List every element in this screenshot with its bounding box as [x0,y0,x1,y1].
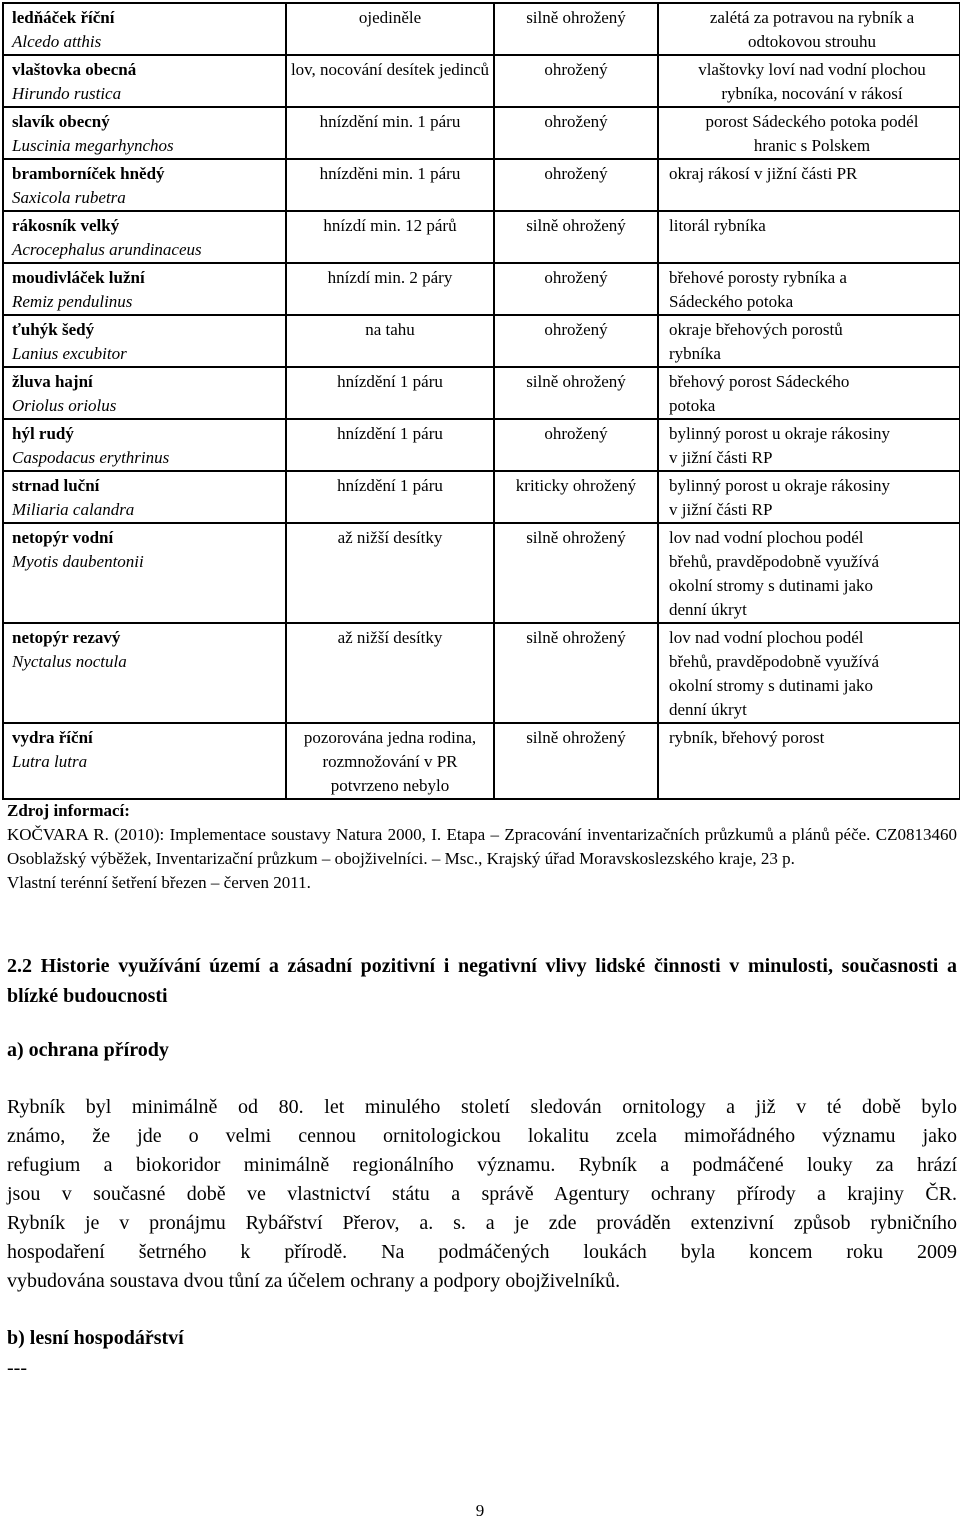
species-name-cz: žluva hajní [12,372,93,391]
species-name-latin: Hirundo rustica [12,84,122,103]
species-name-cz: moudivláček lužní [12,268,145,287]
population-cell: hnízdí min. 12 párů [286,211,494,263]
species-name-latin: Luscinia megarhynchos [12,136,174,155]
species-name-cz: bramborníček hnědý [12,164,165,183]
habitat-line: rybník, břehový porost [669,728,825,747]
species-name-cz: rákosník velký [12,216,120,235]
species-cell [3,471,286,523]
species-cell [3,159,286,211]
population-cell: hnízdění 1 páru [286,419,494,471]
species-cell [3,55,286,107]
habitat-line: bylinný porost u okraje rákosiny [669,424,890,443]
habitat-line: odtokovou strouhu [748,32,876,51]
habitat-cell [658,419,960,471]
status-cell: ohrožený [494,263,658,315]
species-name-cz: hýl rudý [12,424,74,443]
table-row [3,367,960,419]
table-row [3,523,960,623]
species-name-cz: vlaštovka obecná [12,60,137,79]
species-cell [3,315,286,367]
status-cell: silně ohrožený [494,623,658,723]
species-cell [3,367,286,419]
species-name-latin: Lutra lutra [12,752,88,771]
species-cell [3,211,286,263]
habitat-line: břehový porost Sádeckého [669,372,850,391]
status-cell: ohrožený [494,55,658,107]
status-cell: silně ohrožený [494,211,658,263]
table-row [3,159,960,211]
population-cell: hnízděni min. 1 páru [286,159,494,211]
habitat-cell [658,471,960,523]
habitat-line: okolní stromy s dutinami jako [669,676,873,695]
habitat-line: zalétá za potravou na rybník a [709,8,915,27]
page-number: 9 [475,1501,485,1520]
species-table [2,2,960,800]
species-name-cz: ledňáček říční [12,8,115,27]
habitat-line: břehové porosty rybníka a [669,268,847,287]
species-name-cz: netopýr rezavý [12,628,121,647]
status-cell: silně ohrožený [494,523,658,623]
species-name-latin: Lanius excubitor [12,344,127,363]
status-cell: ohrožený [494,107,658,159]
species-name-latin: Oriolus oriolus [12,396,117,415]
habitat-line: bylinný porost u okraje rákosiny [669,476,890,495]
table-row [3,419,960,471]
habitat-cell [658,523,960,623]
section-heading: 2.2 Historie využívání území a zásadní pozitivní i negativní vlivy lidské činnosti v minulosti, současnosti a blízké budoucnosti [7,955,957,1007]
species-name-latin: Acrocephalus arundinaceus [12,240,202,259]
habitat-line: okraj rákosí v jižní části PR [669,164,858,183]
species-name-cz: slavík obecný [12,112,110,131]
habitat-cell [658,211,960,263]
habitat-line: lov nad vodní plochou podél [669,628,864,647]
subheading-nature-protection: a) ochrana přírody [7,1039,169,1061]
species-name-latin: Myotis daubentonii [12,552,144,571]
species-name-cz: strnad luční [12,476,100,495]
species-name-latin: Alcedo atthis [12,32,102,51]
species-name-latin: Saxicola rubetra [12,188,126,207]
source-fieldwork: Vlastní terénní šetření březen – červen 2011. [7,873,311,892]
species-cell [3,107,286,159]
table-row [3,211,960,263]
species-name-cz: ťuhýk šedý [12,320,95,339]
source-block [7,799,957,895]
forestry-placeholder: --- [7,1357,27,1379]
species-table-body [3,3,960,799]
species-cell [3,419,286,471]
status-cell: ohrožený [494,419,658,471]
habitat-cell [658,723,960,799]
habitat-line: denní úkryt [669,700,747,719]
habitat-cell [658,55,960,107]
habitat-line: břehů, pravděpodobně využívá [669,552,880,571]
population-cell: pozorována jedna rodina, rozmnožování v PR potvrzeno nebylo [286,723,494,799]
status-cell: ohrožený [494,315,658,367]
habitat-cell [658,623,960,723]
paragraph-nature-protection [7,1093,957,1296]
paragraph-line: známo, že jde o velmi cennou ornitologickou lokalitu zcela mimořádného významu jako [7,1125,957,1147]
species-name-latin: Nyctalus noctula [12,652,127,671]
paragraph-line: Rybník je v pronájmu Rybářství Přerov, a. s. a je zde prováděn extenzivní způsob rybničního [7,1212,957,1234]
table-row [3,263,960,315]
population-cell: lov, nocování desítek jedinců [286,55,494,107]
habitat-line: vlaštovky loví nad vodní plochou [698,60,926,79]
species-cell [3,723,286,799]
population-cell: hnízdění 1 páru [286,367,494,419]
table-row [3,3,960,55]
table-row [3,315,960,367]
status-cell: silně ohrožený [494,367,658,419]
habitat-cell [658,107,960,159]
status-cell: silně ohrožený [494,723,658,799]
population-cell: až nižší desítky [286,523,494,623]
habitat-line: okolní stromy s dutinami jako [669,576,873,595]
species-cell [3,523,286,623]
status-cell: silně ohrožený [494,3,658,55]
paragraph-line: jsou v současné době ve vlastnictví státu a správě Agentury ochrany přírody a krajiny ČR. [7,1183,957,1205]
subheading-forestry: b) lesní hospodářství [7,1327,184,1349]
habitat-line: rybníka, nocování v rákosí [721,84,903,103]
habitat-line: denní úkryt [669,600,747,619]
habitat-cell [658,159,960,211]
population-cell: na tahu [286,315,494,367]
habitat-line: litorál rybníka [669,216,766,235]
habitat-line: porost Sádeckého potoka podél [705,112,919,131]
habitat-cell [658,263,960,315]
habitat-line: okraje břehových porostů [669,320,843,339]
habitat-cell [658,367,960,419]
species-name-cz: vydra říční [12,728,93,747]
habitat-line: Sádeckého potoka [669,292,794,311]
population-cell: hnízdění min. 1 páru [286,107,494,159]
population-cell: hnízdění 1 páru [286,471,494,523]
paragraph-line: hospodaření šetrného k přírodě. Na podmáčených loukách byla koncem roku 2009 [7,1241,957,1263]
habitat-line: hranic s Polskem [753,136,871,155]
species-name-latin: Remiz pendulinus [12,292,133,311]
source-title: Zdroj informací: [7,801,130,820]
habitat-cell [658,3,960,55]
habitat-line: lov nad vodní plochou podél [669,528,864,547]
population-cell: ojediněle [286,3,494,55]
table-row [3,471,960,523]
habitat-line: rybníka [669,344,721,363]
species-name-latin: Miliaria calandra [12,500,135,519]
status-cell: ohrožený [494,159,658,211]
source-citation: KOČVARA R. (2010): Implementace soustavy Natura 2000, I. Etapa – Zpracování inventarizačních průzkumů a plánů péče. CZ0813460 Osoblažský výběžek, Inventarizační průzkum – obojživelníci. – Msc., Krajský úřad Moravskoslezského kraje, 23 p. [7,825,957,868]
table-row [3,107,960,159]
table-row [3,623,960,723]
population-cell: hnízdí min. 2 páry [286,263,494,315]
paragraph-line: Rybník byl minimálně od 80. let minulého století sledován ornitology a již v té době bylo [7,1096,957,1118]
population-cell: až nižší desítky [286,623,494,723]
paragraph-line: vybudována soustava dvou tůní za účelem ochrany a podpory obojživelníků. [7,1270,621,1292]
status-cell: kriticky ohrožený [494,471,658,523]
species-name-latin: Caspodacus erythrinus [12,448,170,467]
species-cell [3,263,286,315]
table-row [3,55,960,107]
habitat-line: v jižní části RP [669,500,773,519]
paragraph-line: refugium a biokoridor minimálně regionálního významu. Rybník a podmáčené louky za hrází [7,1154,957,1176]
habitat-line: v jižní části RP [669,448,773,467]
habitat-line: potoka [669,396,716,415]
habitat-cell [658,315,960,367]
species-cell [3,3,286,55]
species-cell [3,623,286,723]
species-name-cz: netopýr vodní [12,528,114,547]
habitat-line: břehů, pravděpodobně využívá [669,652,880,671]
table-row [3,723,960,799]
